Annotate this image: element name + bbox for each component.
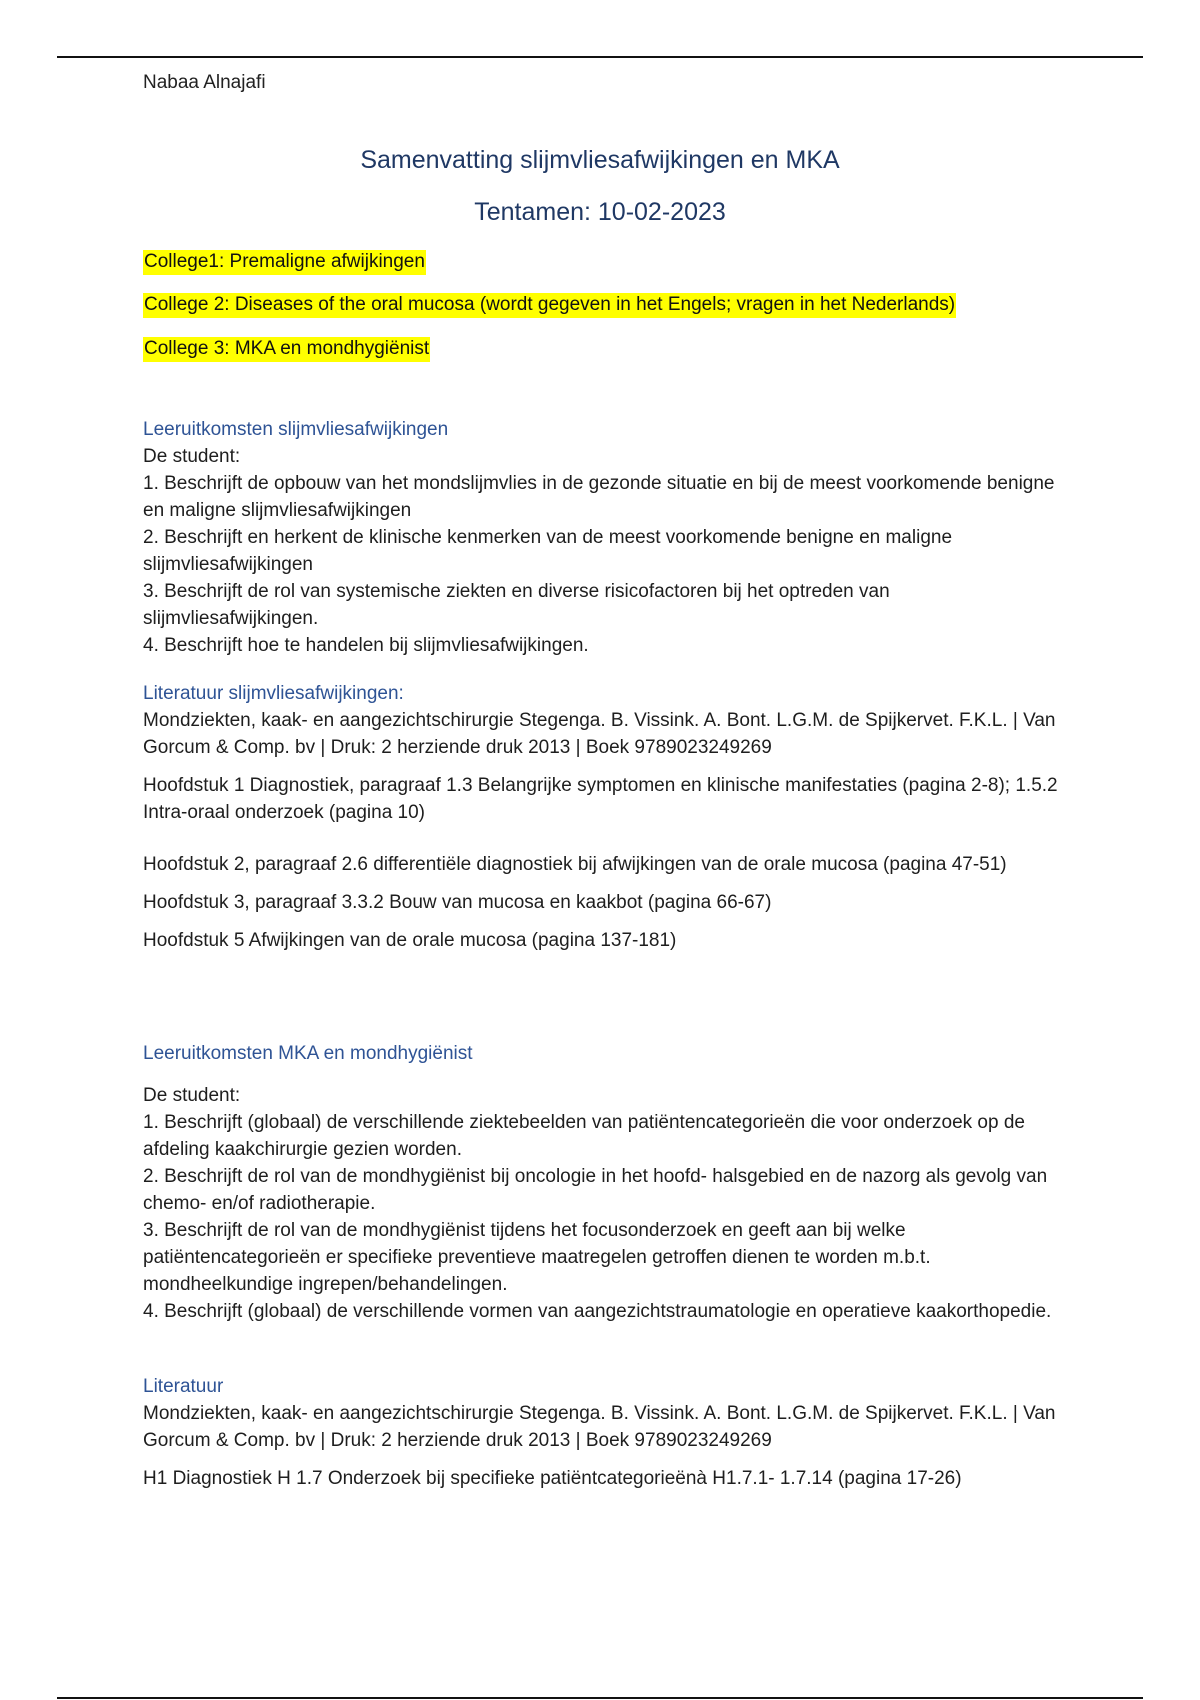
chapter-reference: Hoofdstuk 5 Afwijkingen van de orale mucosa (pagina 137-181) bbox=[143, 930, 677, 951]
section-heading: Leeruitkomsten MKA en mondhygiënist bbox=[143, 1043, 473, 1064]
literature-mucosa bbox=[143, 680, 1063, 954]
learning-outcomes-mka bbox=[143, 1040, 1063, 1325]
section-heading: Leeruitkomsten slijmvliesafwijkingen bbox=[143, 419, 449, 440]
top-rule bbox=[57, 56, 1143, 58]
bottom-rule bbox=[57, 1697, 1143, 1699]
section-heading: Literatuur slijmvliesafwijkingen: bbox=[143, 683, 404, 704]
learning-outcomes-mucosa bbox=[143, 416, 1063, 659]
college-2: College 2: Diseases of the oral mucosa (wordt gegeven in het Engels; vragen in het Nederlands) bbox=[143, 294, 956, 316]
exam-date: Tentamen: 10-02-2023 bbox=[474, 198, 726, 226]
list-item: 1. Beschrijft (globaal) de verschillende ziektebeelden van patiëntencategorieën die voor onderzoek op de afdeling kaakchirurgie gezien worden. bbox=[143, 1112, 1025, 1160]
list-item: 4. Beschrijft (globaal) de verschillende vormen van aangezichtstraumatologie en operatieve kaakorthopedie. bbox=[143, 1301, 1052, 1322]
list-item: 4. Beschrijft hoe te handelen bij slijmvliesafwijkingen. bbox=[143, 635, 589, 656]
section-heading: Literatuur bbox=[143, 1376, 224, 1397]
chapter-reference: Hoofdstuk 3, paragraaf 3.3.2 Bouw van mucosa en kaakbot (pagina 66-67) bbox=[143, 892, 772, 913]
section-intro: De student: bbox=[143, 1085, 241, 1106]
book-reference: Mondziekten, kaak- en aangezichtschirurgie Stegenga. B. Vissink. A. Bont. L.G.M. de Spijkervet. F.K.L. | Van Gorcum & Comp. bv | Druk: 2 herziende druk 2013 | Boek 9789023249269 bbox=[143, 1403, 1056, 1451]
author-name: Nabaa Alnajafi bbox=[143, 72, 266, 93]
college-1: College1: Premaligne afwijkingen bbox=[143, 251, 426, 273]
chapter-reference: Hoofdstuk 2, paragraaf 2.6 differentiële diagnostiek bij afwijkingen van de orale mucosa (pagina 47-51) bbox=[143, 854, 1007, 875]
list-item: 2. Beschrijft de rol van de mondhygiënist bij oncologie in het hoofd- halsgebied en de nazorg als gevolg van chemo- en/of radiotherapie. bbox=[143, 1166, 1048, 1214]
list-item: 2. Beschrijft en herkent de klinische kenmerken van de meest voorkomende benigne en maligne slijmvliesafwijkingen bbox=[143, 527, 953, 575]
college-3: College 3: MKA en mondhygiënist bbox=[143, 338, 430, 360]
literature-mka bbox=[143, 1373, 1063, 1492]
chapter-reference: Hoofdstuk 1 Diagnostiek, paragraaf 1.3 Belangrijke symptomen en klinische manifestaties (pagina 2-8); 1.5.2 Intra-oraal onderzoek (pagina 10) bbox=[143, 775, 1058, 823]
section-intro: De student: bbox=[143, 446, 241, 467]
document-title: Samenvatting slijmvliesafwijkingen en MKA bbox=[360, 146, 840, 174]
book-reference: Mondziekten, kaak- en aangezichtschirurgie Stegenga. B. Vissink. A. Bont. L.G.M. de Spijkervet. F.K.L. | Van Gorcum & Comp. bv | Druk: 2 herziende druk 2013 | Boek 9789023249269 bbox=[143, 710, 1056, 758]
list-item: 3. Beschrijft de rol van systemische ziekten en diverse risicofactoren bij het optreden van slijmvliesafwijkingen. bbox=[143, 581, 890, 629]
list-item: 1. Beschrijft de opbouw van het mondslijmvlies in de gezonde situatie en bij de meest voorkomende benigne en maligne slijmvliesafwijkingen bbox=[143, 473, 1055, 521]
chapter-reference: H1 Diagnostiek H 1.7 Onderzoek bij specifieke patiëntcategorieënà H1.7.1- 1.7.14 (pagina 17-26) bbox=[143, 1468, 962, 1489]
list-item: 3. Beschrijft de rol van de mondhygiënist tijdens het focusonderzoek en geeft aan bij welke patiëntencategorieën er specifieke preventieve maatregelen getroffen dienen te worden m.b.t. mondheelkundige ingrepen/behandelingen. bbox=[143, 1220, 931, 1295]
